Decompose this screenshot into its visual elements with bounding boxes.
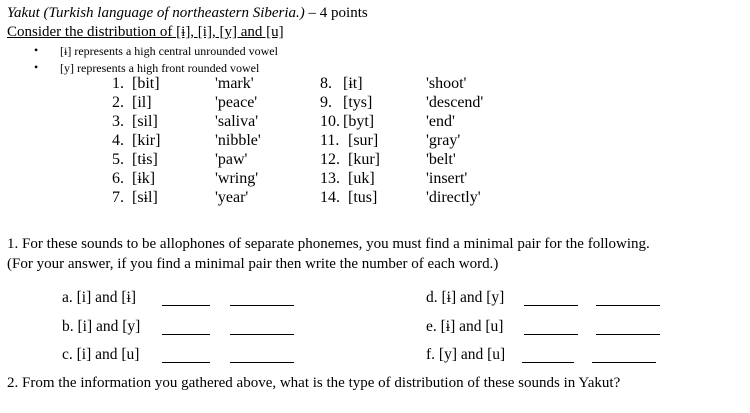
word-gloss: 'peace': [215, 94, 258, 111]
question-1-prompt: 1. For these sounds to be allophones of separate phonemes, you must find a minimal pair for the following.: [7, 236, 650, 252]
word-number: 14.: [320, 189, 340, 206]
pair-b-label: b. [i] and [y]: [62, 318, 141, 335]
word-number: 2.: [112, 94, 124, 111]
word-number: 12.: [320, 151, 340, 168]
word-form: [bit]: [132, 75, 160, 92]
word-gloss: 'wring': [215, 170, 259, 187]
pair-c-answer-2[interactable]: [230, 361, 294, 363]
word-number: 10.: [320, 113, 340, 130]
word-gloss: 'descend': [426, 94, 484, 111]
bullet-icon: •: [34, 60, 39, 74]
word-gloss: 'directly': [426, 189, 481, 206]
pair-e-answer-1[interactable]: [524, 333, 578, 335]
instruction-subtitle: Consider the distribution of [ɨ], [i], [y] and [u]: [7, 24, 284, 40]
title-language: Yakut (Turkish language of northeastern Siberia.): [7, 5, 305, 21]
pair-f-answer-2[interactable]: [592, 361, 656, 363]
word-gloss: 'saliva': [215, 113, 259, 130]
word-gloss: 'nibble': [215, 132, 261, 149]
word-gloss: 'insert': [426, 170, 468, 187]
word-number: 4.: [112, 132, 124, 149]
word-form: [tus]: [348, 189, 378, 206]
pair-b-answer-1[interactable]: [162, 333, 210, 335]
pair-b-answer-2[interactable]: [230, 333, 294, 335]
word-number: 9.: [320, 94, 332, 111]
word-form: [ɨt]: [343, 75, 363, 92]
word-gloss: 'gray': [426, 132, 461, 149]
pair-e-label: e. [ɨ] and [u]: [426, 318, 504, 335]
word-form: [ɨk]: [132, 170, 156, 187]
word-form: [il]: [132, 94, 152, 111]
assignment-title: [7, 5, 368, 22]
question-2-prompt: 2. From the information you gathered above, what is the type of distribution of these sounds in Yakut?: [7, 375, 621, 391]
pair-c-answer-1[interactable]: [162, 361, 210, 363]
word-form: [tɨs]: [132, 151, 158, 168]
pair-f-label: f. [y] and [u]: [426, 346, 506, 363]
word-number: 8.: [320, 75, 332, 92]
title-points: – 4 points: [304, 5, 368, 21]
word-form: [uk]: [348, 170, 375, 187]
pair-c-label: c. [i] and [u]: [62, 346, 140, 363]
question-1-instruction: (For your answer, if you find a minimal pair then write the number of each word.): [7, 256, 499, 272]
word-form: [kir]: [132, 132, 161, 149]
word-form: [tys]: [343, 94, 373, 111]
bullet-icon: •: [34, 43, 39, 57]
pair-a-answer-1[interactable]: [162, 304, 210, 306]
word-gloss: 'paw': [215, 151, 248, 168]
pair-a-answer-2[interactable]: [230, 304, 294, 306]
pair-f-answer-1[interactable]: [522, 361, 574, 363]
word-form: [kur]: [348, 151, 380, 168]
word-gloss: 'belt': [426, 151, 456, 168]
pair-a-label: a. [i] and [ɨ]: [62, 289, 137, 306]
word-gloss: 'mark': [215, 75, 254, 92]
word-form: [byt]: [343, 113, 375, 130]
pair-d-answer-1[interactable]: [524, 304, 578, 306]
pair-d-answer-2[interactable]: [596, 304, 660, 306]
note-rounded-vowel: [y] represents a high front rounded vowel: [60, 61, 260, 75]
word-number: 7.: [112, 189, 124, 206]
word-form: [sil]: [132, 113, 158, 130]
word-gloss: 'year': [215, 189, 249, 206]
word-number: 5.: [112, 151, 124, 168]
word-form: [sɨl]: [132, 189, 158, 206]
word-number: 11.: [320, 132, 340, 149]
word-gloss: 'shoot': [426, 75, 467, 92]
note-central-vowel: [ɨ] represents a high central unrounded vowel: [60, 44, 278, 58]
word-number: 6.: [112, 170, 124, 187]
word-number: 13.: [320, 170, 340, 187]
pair-d-label: d. [ɨ] and [y]: [426, 289, 505, 306]
word-number: 3.: [112, 113, 124, 130]
word-form: [sur]: [348, 132, 379, 149]
word-number: 1.: [112, 75, 124, 92]
pair-e-answer-2[interactable]: [596, 333, 660, 335]
word-gloss: 'end': [426, 113, 455, 130]
